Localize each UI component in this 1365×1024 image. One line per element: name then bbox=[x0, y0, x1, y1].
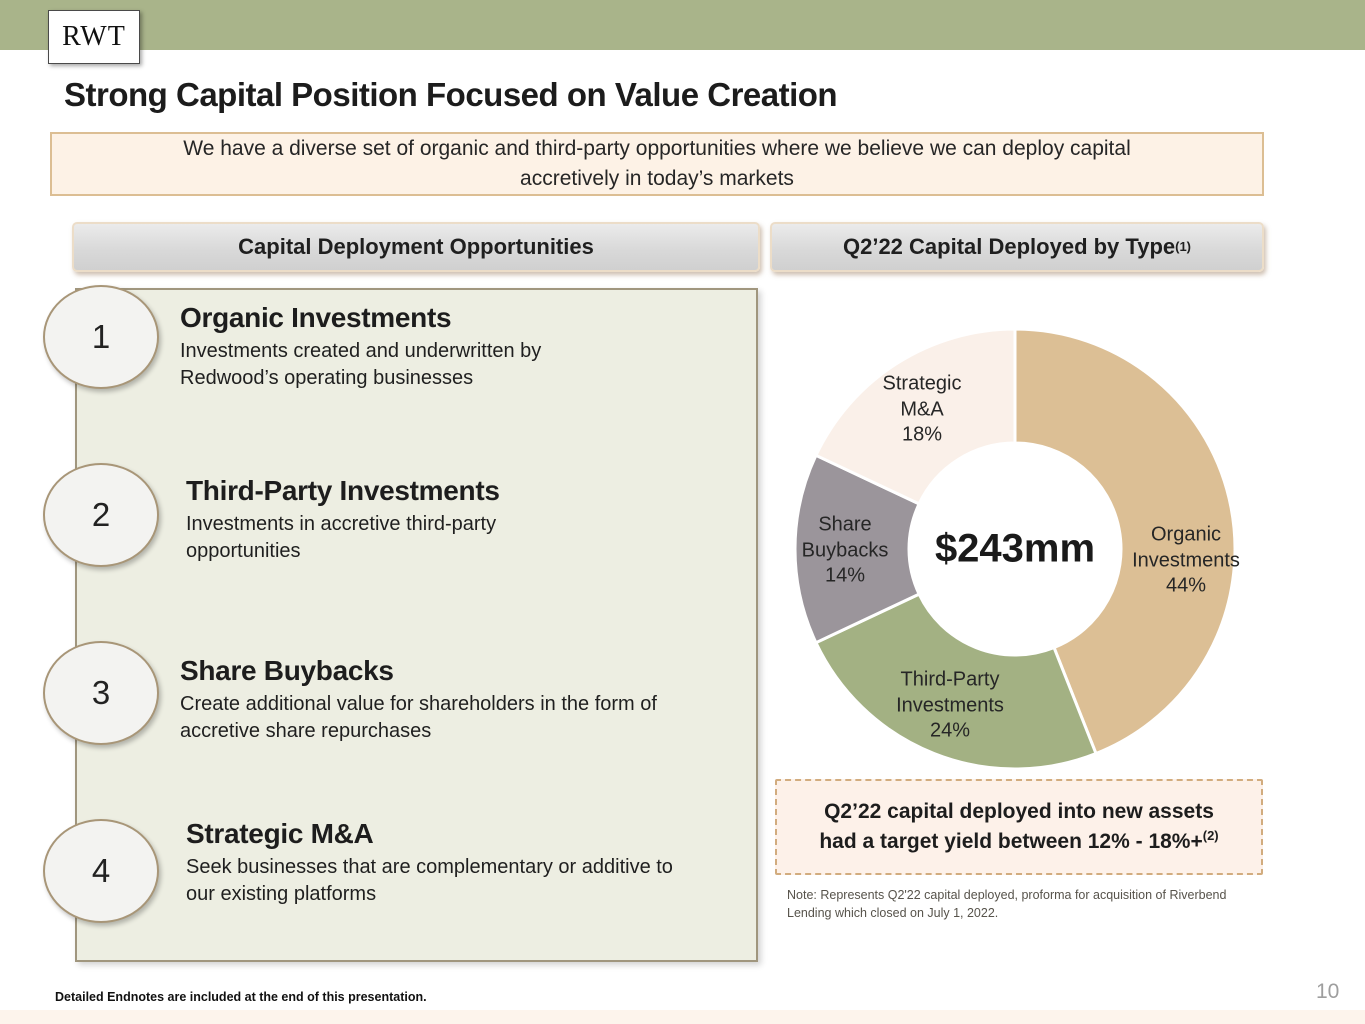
slice-label-value: 24% bbox=[929, 719, 971, 742]
slice-label-line: Third-Party bbox=[900, 668, 1000, 691]
right-column-header-label: Q2’22 Capital Deployed by Type bbox=[842, 234, 1176, 259]
slice-label-value: 18% bbox=[901, 423, 943, 446]
callout-footnote-marker: (2) bbox=[1202, 828, 1219, 843]
step-number: 3 bbox=[91, 674, 111, 711]
step-number: 4 bbox=[91, 852, 111, 889]
left-column-header-label: Capital Deployment Opportunities bbox=[238, 234, 594, 259]
company-logo-text: RWT bbox=[62, 21, 126, 52]
slice-label-line: Investments bbox=[1132, 549, 1240, 572]
page-title: Strong Capital Position Focused on Value Creation bbox=[64, 76, 838, 113]
slice-label-line: M&A bbox=[900, 398, 944, 421]
subtitle-banner bbox=[50, 132, 1264, 196]
slice-label-third-party-investments bbox=[896, 668, 1004, 745]
item-title: Third-Party Investments bbox=[186, 475, 500, 506]
slice-label-line: Organic bbox=[1150, 523, 1222, 546]
step-number: 2 bbox=[91, 496, 111, 533]
slice-label-line: Strategic bbox=[882, 372, 962, 395]
chart-footnote: Note: Represents Q2'22 capital deployed, proforma for acquisition of Riverbend Lending which closed on July 1, 2022. bbox=[787, 888, 1227, 921]
company-logo bbox=[48, 10, 140, 64]
list-item-share-buybacks bbox=[180, 655, 740, 745]
slice-label-value: 14% bbox=[824, 564, 866, 587]
step-badge-1 bbox=[43, 285, 159, 389]
slice-label-strategic-ma bbox=[883, 372, 962, 449]
right-column-header: Q2’22 Capital Deployed by Type (1) bbox=[770, 222, 1264, 272]
top-accent-bar bbox=[0, 0, 1365, 50]
item-title: Strategic M&A bbox=[186, 818, 374, 849]
item-description: Investments in accretive third-party opportunities bbox=[186, 513, 497, 562]
capital-deployed-donut-chart bbox=[791, 325, 1239, 773]
callout-line-2-wrap bbox=[819, 827, 1218, 857]
step-number: 1 bbox=[91, 318, 111, 355]
left-column-header bbox=[72, 222, 760, 272]
slice-label-value: 44% bbox=[1165, 574, 1207, 597]
callout-line-1: Q2’22 capital deployed into new assets bbox=[824, 799, 1214, 823]
target-yield-callout bbox=[775, 779, 1263, 875]
slice-label-line: Share bbox=[818, 513, 872, 536]
page-number: 10 bbox=[1316, 980, 1340, 1003]
callout-line-2: had a target yield between 12% - 18%+ bbox=[819, 830, 1203, 853]
step-badge-4 bbox=[43, 819, 159, 923]
list-item-third-party-investments bbox=[186, 475, 566, 565]
endnotes-notice: Detailed Endnotes are included at the end of this presentation. bbox=[55, 990, 427, 1004]
item-title: Organic Investments bbox=[180, 302, 452, 333]
step-badge-3 bbox=[43, 641, 159, 745]
step-badge-2 bbox=[43, 463, 159, 567]
bottom-accent-bar bbox=[0, 1010, 1365, 1024]
item-description: Create additional value for shareholders in the form of accretive share repurchases bbox=[180, 693, 657, 742]
item-title: Share Buybacks bbox=[180, 655, 394, 686]
subtitle-line-1: We have a diverse set of organic and third-party opportunities where we believe we can deploy capital bbox=[183, 136, 1131, 160]
list-item-strategic-ma bbox=[186, 818, 706, 908]
list-item-organic-investments bbox=[180, 302, 610, 392]
slice-label-organic-investments bbox=[1132, 523, 1240, 600]
item-description: Seek businesses that are complementary or additive to our existing platforms bbox=[186, 856, 673, 905]
slice-label-line: Buybacks bbox=[801, 539, 889, 562]
donut-center-total: $243mm bbox=[934, 526, 1096, 571]
subtitle-line-2: accretively in today’s markets bbox=[520, 167, 794, 190]
item-description: Investments created and underwritten by Redwood’s operating businesses bbox=[180, 340, 542, 389]
slice-label-line: Investments bbox=[896, 694, 1004, 717]
slice-label-share-buybacks bbox=[802, 513, 889, 590]
